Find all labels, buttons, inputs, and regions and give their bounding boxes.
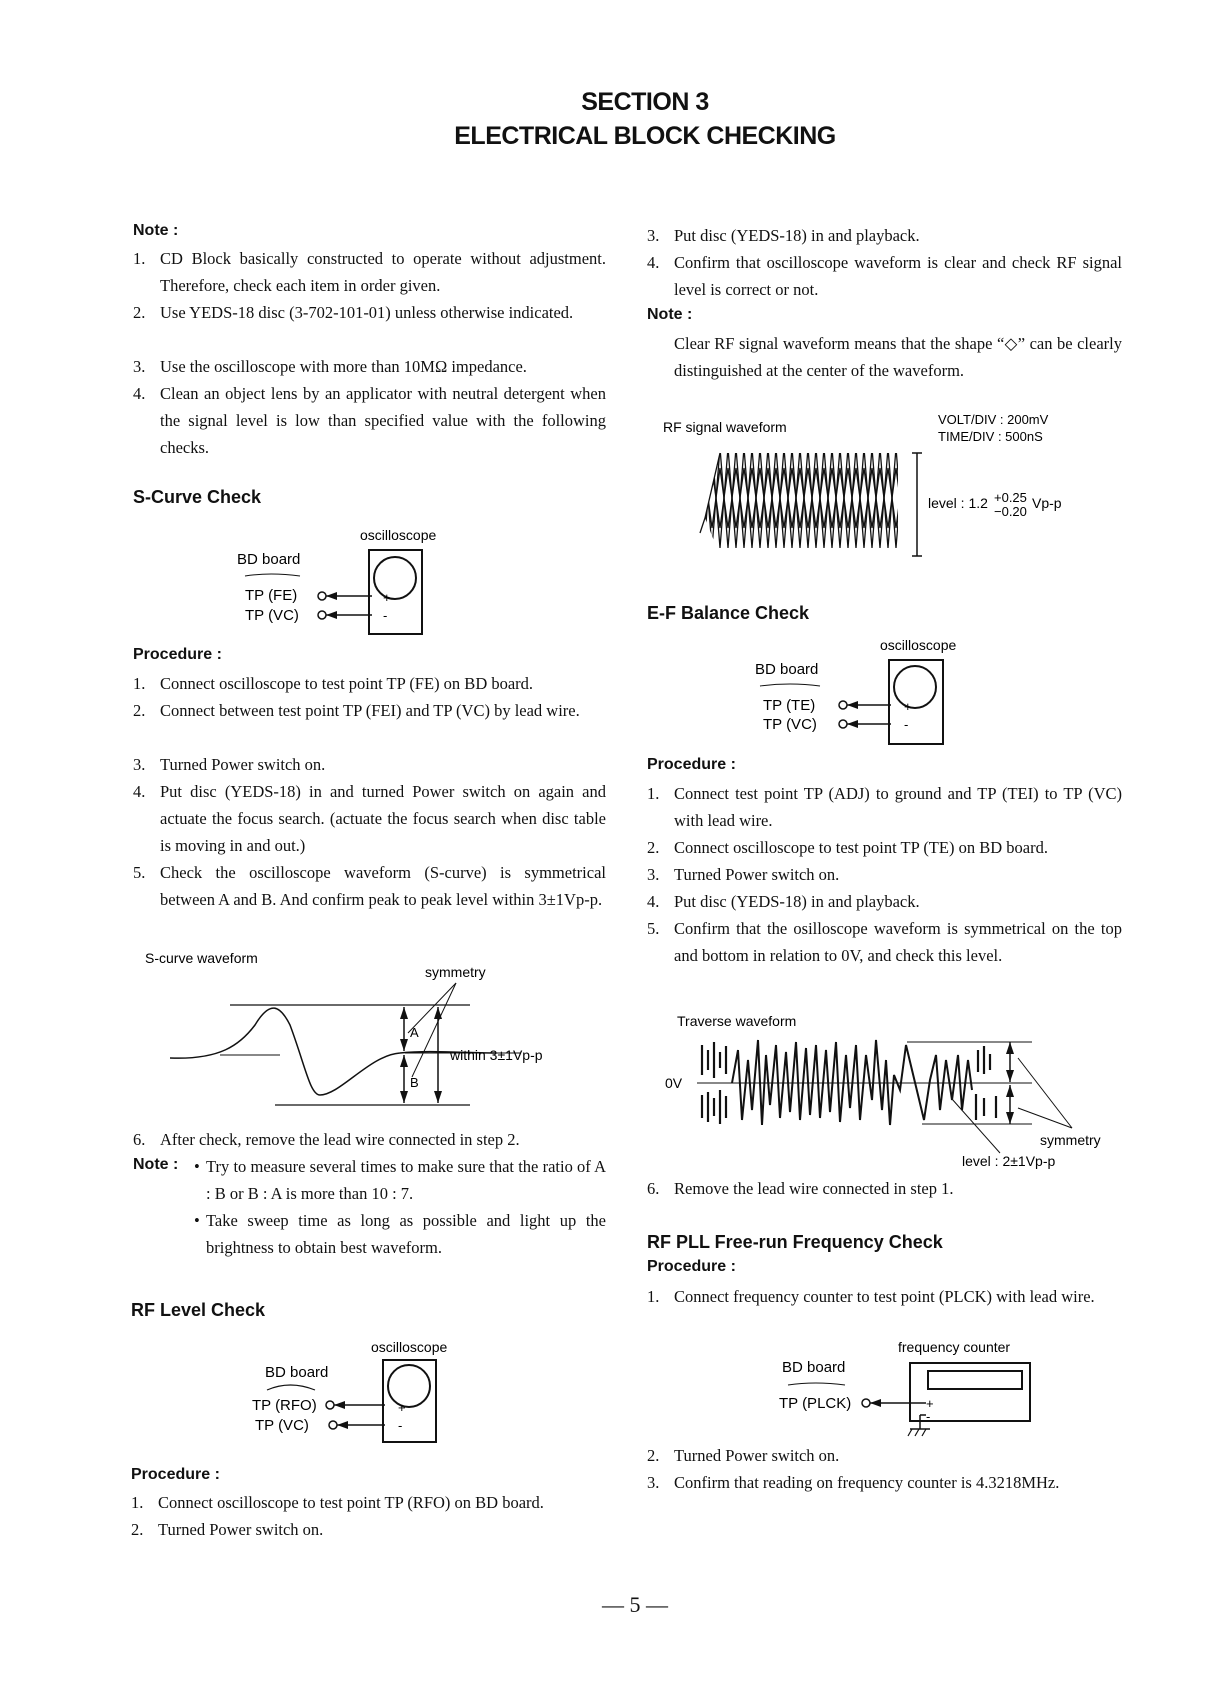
traverse-symmetry-label: symmetry: [1040, 1132, 1101, 1148]
section-number: SECTION 3: [581, 88, 709, 116]
procedure-step: 5. Check the oscilloscope waveform (S-curve) is symmetrical between A and B. And confirm peak to peak level within 3±1Vp-p.: [133, 863, 606, 909]
counter-label: frequency counter: [898, 1339, 1011, 1355]
rflevel-heading: RF Level Check: [131, 1300, 266, 1320]
svg-text:+: +: [383, 590, 391, 605]
procedure-step: 2. Turned Power switch on.: [647, 1446, 840, 1465]
procedure-step: 3. Turned Power switch on.: [647, 865, 840, 884]
procedure-step: 3. Put disc (YEDS-18) in and playback.: [647, 226, 920, 245]
svg-text:-: -: [398, 1418, 403, 1433]
traverse-level: level : 2±1Vp-p: [962, 1153, 1056, 1169]
scurve-note-item: • Try to measure several times to make sure that the ratio of A : B or B : A is more than 10 : 7.: [194, 1157, 606, 1203]
tp-fe-label: TP (FE): [245, 587, 298, 604]
scurve-heading: S-Curve Check: [133, 487, 262, 507]
procedure-step: 4. Put disc (YEDS-18) in and playback.: [647, 892, 920, 911]
rf-level: level : 1.2: [928, 495, 988, 511]
svg-text:−0.20: −0.20: [994, 504, 1027, 519]
procedure-step: 3. Confirm that reading on frequency counter is 4.3218MHz.: [647, 1473, 1060, 1492]
pll-procedure-label: Procedure :: [647, 1258, 736, 1275]
osc-label: oscilloscope: [371, 1339, 448, 1355]
traverse-waveform: [662, 1000, 1132, 1170]
svg-text:-: -: [383, 608, 388, 623]
volt-div: VOLT/DIV : 200mV: [938, 412, 1049, 427]
rflevel-connection-diagram: [245, 1330, 465, 1445]
tp-vc-label: TP (VC): [245, 607, 299, 624]
svg-text:+: +: [904, 699, 912, 714]
osc-label: oscilloscope: [880, 637, 957, 653]
rf-signal-waveform: [660, 408, 1130, 563]
page-title: ELECTRICAL BLOCK CHECKING: [454, 122, 836, 150]
time-div: TIME/DIV : 500nS: [938, 429, 1043, 444]
svg-text:Vp-p: Vp-p: [1032, 495, 1062, 511]
procedure-step: 1. Connect frequency counter to test point (PLCK) with lead wire.: [647, 1287, 1095, 1306]
board-label: BD board: [237, 551, 301, 568]
symmetry-label: symmetry: [425, 964, 486, 980]
svg-text:+: +: [398, 1400, 406, 1415]
ef-connection-diagram: [755, 630, 975, 745]
procedure-step: 4. Confirm that oscilloscope waveform is clear and check RF signal level is correct or not.: [647, 253, 1122, 299]
note-item: 3. Use the oscilloscope with more than 10MΩ impedance.: [133, 357, 527, 376]
procedure-step: 1. Connect test point TP (ADJ) to ground and TP (TEI) to TP (VC) with lead wire.: [647, 784, 1122, 830]
scurve-note-item: • Take sweep time as long as possible and light up the brightness to obtain best waveform.: [194, 1211, 606, 1257]
board-label: BD board: [782, 1359, 846, 1376]
osc-label: oscilloscope: [360, 527, 437, 543]
procedure-step: 2. Connect between test point TP (FEI) and TP (VC) by lead wire.: [133, 701, 580, 720]
zero-volt-label: 0V: [665, 1075, 683, 1091]
rf-note-text: Clear RF signal waveform means that the shape “◇” can be clearly distinguished at the center of the waveform.: [674, 334, 1122, 380]
procedure-step: 3. Turned Power switch on.: [133, 755, 326, 774]
ef-procedure-label: Procedure :: [647, 756, 736, 773]
procedure-step: 4. Put disc (YEDS-18) in and turned Power switch on again and actuate the focus search. (actuate the focus search when disc table is moving in and out.): [133, 782, 606, 855]
tp-vc-label: TP (VC): [763, 716, 817, 733]
note-item: 1. CD Block basically constructed to operate without adjustment. Therefore, check each item in order given.: [133, 249, 606, 295]
tp-te-label: TP (TE): [763, 697, 816, 714]
tp-plck-label: TP (PLCK): [779, 1395, 852, 1412]
scurve-waveform-label: S-curve waveform: [145, 950, 258, 966]
procedure-step: 5. Confirm that the osilloscope waveform is symmetrical on the top and bottom in relation to 0V, and check this level.: [647, 919, 1122, 965]
svg-text:-: -: [926, 1409, 931, 1424]
tp-rfo-label: TP (RFO): [252, 1397, 317, 1414]
scurve-note-label: Note :: [133, 1156, 179, 1173]
procedure-step: 2. Turned Power switch on.: [131, 1520, 324, 1539]
within-label: within 3±1Vp-p: [450, 1047, 543, 1063]
procedure-step: 6. Remove the lead wire connected in step 1.: [647, 1179, 954, 1198]
page-number: — 5 —: [602, 1592, 668, 1617]
pll-heading: RF PLL Free-run Frequency Check: [647, 1232, 943, 1252]
scurve-procedure-label: Procedure :: [133, 646, 222, 663]
rflevel-procedure-label: Procedure :: [131, 1466, 220, 1483]
procedure-step: 1. Connect oscilloscope to test point TP (RFO) on BD board.: [131, 1493, 544, 1512]
pll-connection-diagram: [770, 1335, 1040, 1445]
rf-note-label: Note :: [647, 306, 693, 323]
procedure-step: 6. After check, remove the lead wire connected in step 2.: [133, 1130, 520, 1149]
scurve-waveform: [140, 945, 610, 1125]
scurve-connection-diagram: [225, 520, 445, 635]
procedure-step: 2. Connect oscilloscope to test point TP (TE) on BD board.: [647, 838, 1048, 857]
notes-label: Note :: [133, 222, 179, 239]
svg-text:+0.25: +0.25: [994, 490, 1027, 505]
procedure-step: 1. Connect oscilloscope to test point TP (FE) on BD board.: [133, 674, 534, 693]
rf-waveform-label: RF signal waveform: [663, 419, 787, 435]
svg-text:A: A: [410, 1025, 419, 1040]
ef-heading: E-F Balance Check: [647, 603, 810, 623]
board-label: BD board: [265, 1364, 329, 1381]
board-label: BD board: [755, 661, 819, 678]
svg-text:-: -: [904, 717, 909, 732]
note-item: 4. Clean an object lens by an applicator with neutral detergent when the signal level is low than specified value with the following checks.: [133, 384, 606, 457]
note-item: 2. Use YEDS-18 disc (3-702-101-01) unless otherwise indicated.: [133, 303, 574, 322]
tp-vc-label: TP (VC): [255, 1417, 309, 1434]
traverse-waveform-label: Traverse waveform: [677, 1013, 797, 1029]
svg-text:B: B: [410, 1075, 419, 1090]
svg-text:+: +: [926, 1396, 934, 1411]
